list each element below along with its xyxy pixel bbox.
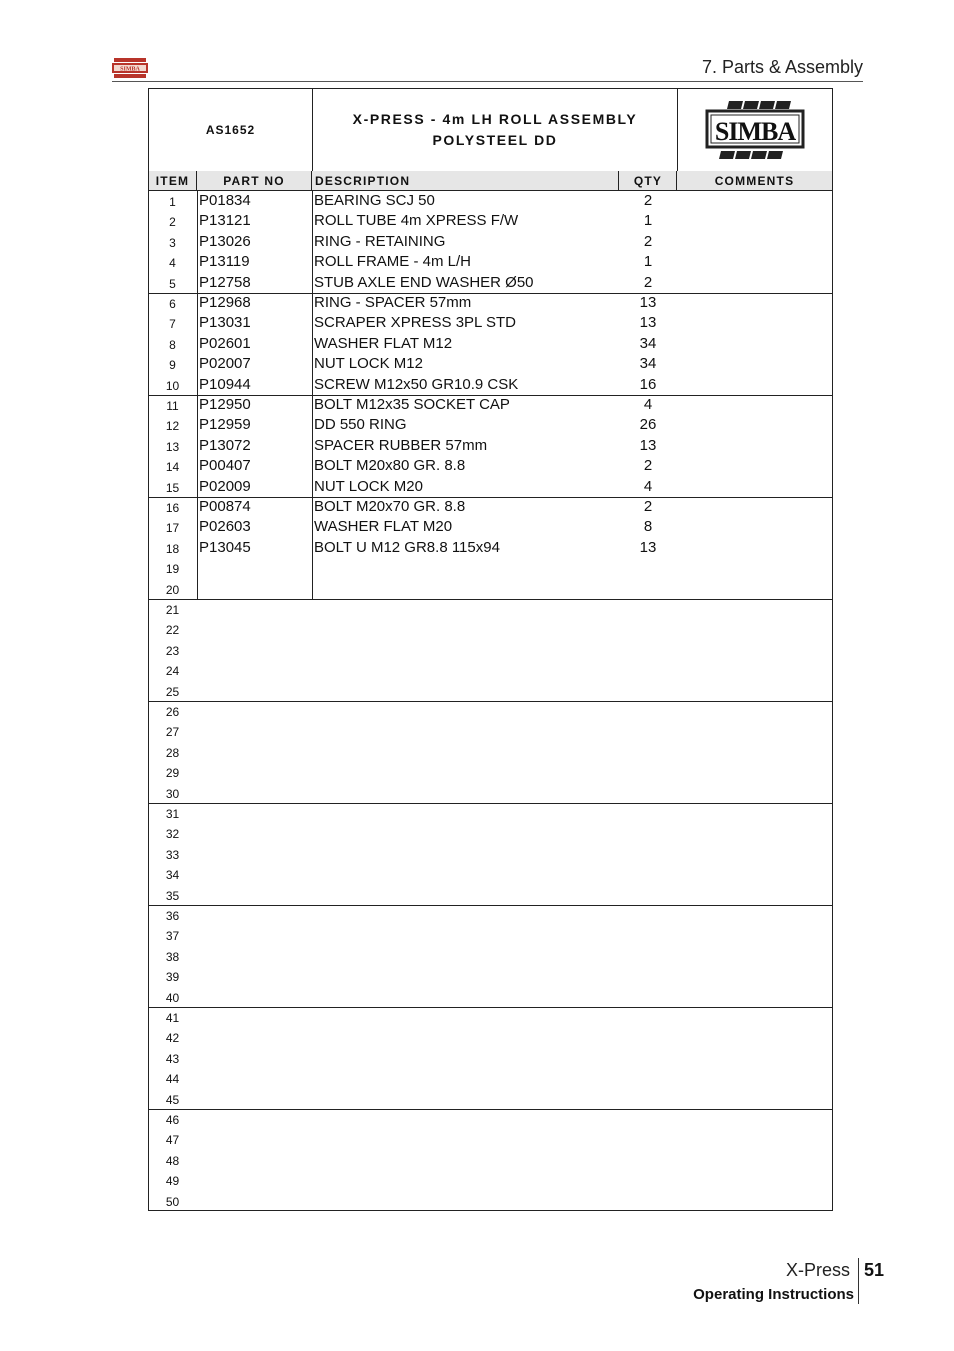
part-description: WASHER FLAT M20: [314, 518, 453, 536]
part-description: WASHER FLAT M12: [314, 334, 453, 352]
item-number: 36: [165, 909, 180, 923]
footer-product: X-Press: [786, 1260, 851, 1280]
col-qty: QTY: [620, 171, 677, 190]
item-number: 11: [166, 399, 179, 413]
part-description: NUT LOCK M12: [314, 355, 423, 373]
table-row: [149, 599, 832, 619]
part-number: P00407: [199, 457, 251, 475]
svg-text:SIMBA: SIMBA: [120, 66, 140, 73]
header-divider: [112, 81, 863, 82]
table-row: [149, 395, 832, 415]
item-number: 48: [165, 1153, 180, 1168]
part-quantity: 8: [643, 518, 653, 536]
table-row: [149, 925, 832, 945]
table-row: [149, 946, 832, 966]
part-quantity: 2: [643, 457, 653, 475]
item-number: 47: [165, 1133, 180, 1148]
table-row: [149, 640, 832, 660]
item-number: 12: [165, 419, 180, 434]
part-number: P13119: [199, 253, 250, 271]
table-row: [149, 1170, 832, 1190]
assembly-title: [313, 89, 678, 171]
item-number: 41: [165, 1011, 180, 1025]
table-row: [149, 477, 832, 497]
table-row: [149, 538, 832, 558]
col-comments: COMMENTS: [714, 174, 795, 188]
part-quantity: 4: [643, 396, 653, 413]
part-quantity: 4: [643, 477, 653, 495]
item-number: 26: [165, 705, 180, 719]
part-description: BOLT M20x70 GR. 8.8: [314, 498, 466, 515]
table-row: [149, 783, 832, 803]
part-description: NUT LOCK M20: [314, 477, 423, 495]
table-row: [149, 1150, 832, 1170]
table-row: [149, 803, 832, 823]
item-number: 5: [169, 276, 176, 291]
part-quantity: 1: [643, 212, 653, 230]
table-row: [149, 1048, 832, 1068]
item-number: 31: [165, 807, 180, 821]
part-description: BEARING SCJ 50: [314, 192, 435, 209]
table-row: [149, 354, 832, 374]
table-row: [149, 1129, 832, 1149]
part-quantity: 34: [639, 334, 657, 352]
title-block: [149, 89, 832, 172]
table-row: [149, 497, 832, 517]
item-number: 14: [165, 460, 180, 475]
item-number: 17: [165, 521, 180, 536]
table-row: [149, 701, 832, 721]
part-description: SCRAPER XPRESS 3PL STD: [314, 314, 517, 332]
table-row: [149, 273, 832, 293]
item-number: 38: [165, 949, 180, 964]
item-number: 34: [165, 868, 180, 883]
table-row: [149, 1027, 832, 1047]
section-title: 7. Parts & Assembly: [701, 57, 863, 77]
item-number: 8: [169, 337, 176, 352]
item-number: 29: [165, 766, 180, 781]
table-row: [149, 966, 832, 986]
table-row: [149, 762, 832, 782]
part-description: ROLL FRAME - 4m L/H: [314, 253, 471, 271]
part-quantity: 1: [643, 253, 653, 271]
table-row: [149, 1007, 832, 1027]
item-number: 43: [165, 1051, 180, 1066]
table-row: [149, 334, 832, 354]
part-number: P12758: [199, 273, 251, 291]
table-row: [149, 905, 832, 925]
item-number: 19: [165, 562, 180, 577]
table-row: [149, 742, 832, 762]
table-row: [149, 885, 832, 905]
table-row: [149, 864, 832, 884]
item-number: 32: [165, 827, 180, 842]
item-number: 22: [165, 623, 180, 638]
assembly-code: AS1652: [149, 89, 313, 171]
part-number: P13121: [199, 212, 251, 230]
part-number: P12959: [199, 416, 251, 434]
part-description: STUB AXLE END WASHER Ø50: [314, 273, 534, 291]
part-quantity: 13: [639, 436, 657, 454]
table-row: [149, 558, 832, 578]
part-number: P02009: [199, 477, 251, 495]
table-row: [149, 313, 832, 333]
table-row: [149, 415, 832, 435]
part-number: P02007: [199, 355, 251, 373]
table-row: [149, 1089, 832, 1109]
part-quantity: 2: [643, 232, 653, 250]
brand-logo-small: [112, 58, 148, 78]
item-number: 15: [165, 480, 180, 495]
table-row: [149, 823, 832, 843]
table-row: [149, 436, 832, 456]
table-row: [149, 293, 832, 313]
table-row: [149, 517, 832, 537]
column-header-row: [149, 171, 832, 191]
item-number: 6: [169, 297, 176, 311]
item-number: 25: [165, 684, 180, 699]
item-number: 10: [165, 378, 180, 393]
item-number: 16: [165, 501, 180, 515]
col-part-no: PART NO: [197, 171, 312, 190]
part-description: BOLT U M12 GR8.8 115x94: [314, 538, 500, 556]
item-number: 20: [165, 582, 180, 597]
table-row: [149, 456, 832, 476]
table-row: [149, 1068, 832, 1088]
item-number: 13: [165, 439, 180, 454]
part-quantity: 13: [639, 314, 657, 332]
part-number: P12950: [199, 396, 251, 413]
item-number: 39: [165, 970, 180, 985]
part-quantity: 13: [639, 294, 657, 311]
part-quantity: 16: [639, 375, 657, 393]
table-row: [149, 191, 832, 211]
item-number: 9: [169, 358, 176, 373]
item-number: 18: [165, 541, 180, 556]
item-number: 49: [165, 1174, 180, 1189]
table-row: [149, 660, 832, 680]
table-row: [149, 844, 832, 864]
part-quantity: 2: [643, 192, 653, 209]
part-quantity: 2: [643, 498, 653, 515]
part-quantity: 26: [639, 416, 657, 434]
part-quantity: 13: [639, 538, 657, 556]
part-quantity: 34: [639, 355, 657, 373]
item-number: 35: [165, 888, 180, 903]
part-quantity: 2: [643, 273, 653, 291]
item-number: 44: [165, 1072, 180, 1087]
part-number: P12968: [199, 294, 251, 311]
part-number: P10944: [199, 375, 251, 393]
part-description: BOLT M12x35 SOCKET CAP: [314, 396, 510, 413]
item-number: 50: [165, 1194, 180, 1209]
part-description: SPACER RUBBER 57mm: [314, 436, 488, 454]
part-number: P13026: [199, 232, 251, 250]
svg-text:SIMBA: SIMBA: [714, 117, 796, 146]
item-number: 1: [169, 195, 176, 209]
assembly-title-line1: X-PRESS - 4m LH ROLL ASSEMBLY: [352, 111, 638, 127]
item-number: 46: [165, 1113, 180, 1127]
table-row: [149, 252, 832, 272]
item-number: 33: [165, 847, 180, 862]
col-description: DESCRIPTION: [312, 171, 619, 190]
item-number: 4: [169, 256, 176, 271]
item-number: 24: [165, 664, 180, 679]
part-description: BOLT M20x80 GR. 8.8: [314, 457, 466, 475]
part-number: P13072: [199, 436, 251, 454]
item-number: 23: [165, 643, 180, 658]
table-row: [149, 211, 832, 231]
item-number: 27: [165, 725, 180, 740]
table-row: [149, 232, 832, 252]
part-description: DD 550 RING: [314, 416, 407, 434]
item-number: 42: [165, 1031, 180, 1046]
footer-divider: [858, 1258, 859, 1304]
col-item: ITEM: [149, 171, 197, 190]
table-row: [149, 681, 832, 701]
item-number: 30: [165, 786, 180, 801]
table-row: [149, 619, 832, 639]
part-description: RING - SPACER 57mm: [314, 294, 472, 311]
part-number: P02601: [199, 334, 251, 352]
item-number: 37: [165, 929, 180, 944]
footer-subtitle: Operating Instructions: [693, 1286, 854, 1303]
part-number: P00874: [199, 498, 251, 515]
part-number: P13045: [199, 538, 251, 556]
part-description: ROLL TUBE 4m XPRESS F/W: [314, 212, 519, 230]
item-number: 3: [169, 235, 176, 250]
part-number: P01834: [199, 192, 251, 209]
table-row: [149, 987, 832, 1007]
item-number: 28: [165, 745, 180, 760]
part-number: P02603: [199, 518, 251, 536]
page-number: 51: [864, 1260, 885, 1280]
item-number: 7: [169, 317, 176, 332]
table-row: [149, 579, 832, 599]
item-number: 40: [165, 990, 180, 1005]
brand-logo: [678, 89, 832, 171]
item-number: 45: [165, 1092, 180, 1107]
table-row: [149, 375, 832, 395]
item-number: 2: [169, 215, 176, 230]
table-row: [149, 1109, 832, 1129]
part-description: RING - RETAINING: [314, 232, 446, 250]
part-description: SCREW M12x50 GR10.9 CSK: [314, 375, 519, 393]
parts-sheet: [148, 88, 833, 1211]
table-row: [149, 721, 832, 741]
part-number: P13031: [199, 314, 251, 332]
item-number: 21: [165, 603, 180, 617]
table-row: [149, 1191, 832, 1211]
assembly-title-line2: POLYSTEEL DD: [432, 132, 558, 148]
